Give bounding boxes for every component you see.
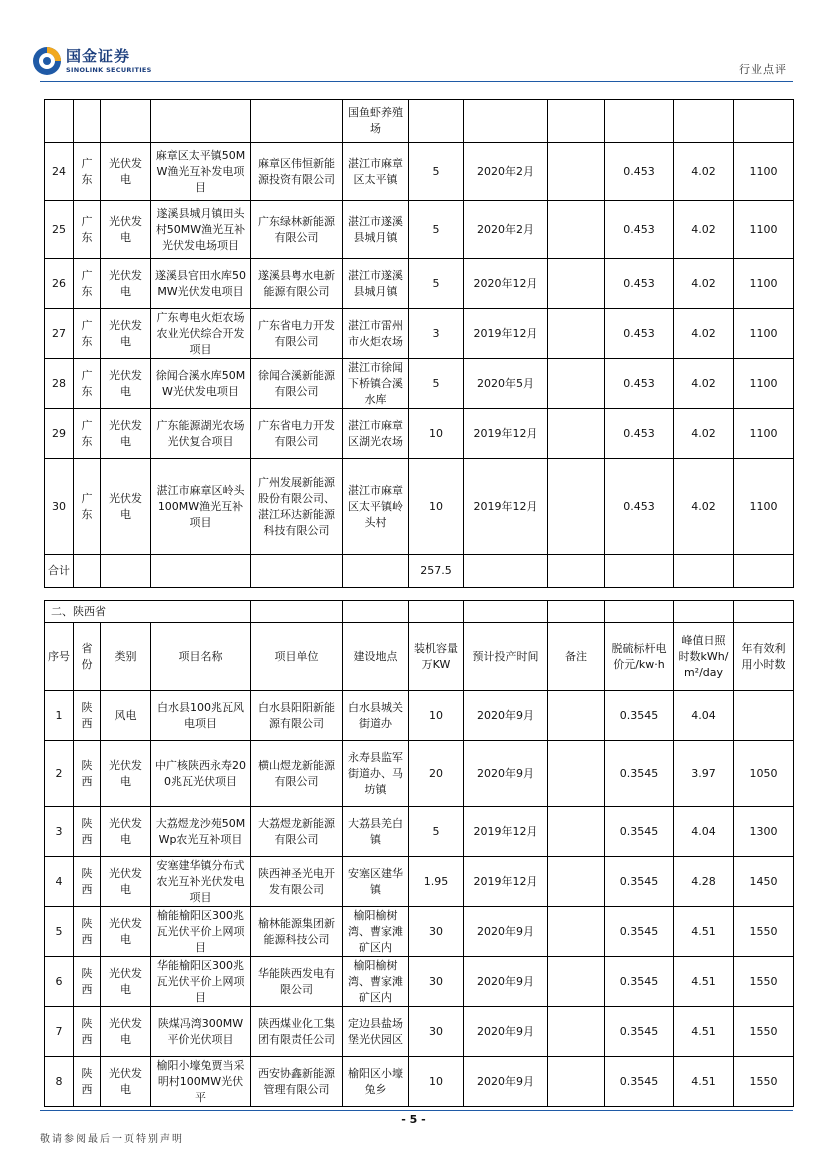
cell-project-name: 广东粤电火炬农场农业光伏综合开发项目 — [151, 309, 251, 359]
table-row — [45, 741, 794, 807]
cell-seq: 27 — [45, 309, 74, 359]
cell-remarks — [548, 309, 605, 359]
cell-project-company: 陕西神圣光电开发有限公司 — [251, 857, 343, 907]
column-header-remarks: 备注 — [548, 623, 605, 691]
guangdong-projects-table — [44, 99, 794, 588]
cell-tariff — [605, 100, 674, 143]
cell-remarks — [548, 143, 605, 201]
cell-project-name: 华能榆阳区300兆瓦光伏平价上网项目 — [151, 957, 251, 1007]
cell-annual-hours: 1100 — [734, 201, 794, 259]
cell-annual-hours: 1450 — [734, 857, 794, 907]
cell-project-company: 麻章区伟恒新能源投资有限公司 — [251, 143, 343, 201]
cell-tariff: 0.453 — [605, 459, 674, 555]
section-title-row — [45, 601, 794, 623]
cell-peak-sun-hours: 4.51 — [674, 907, 734, 957]
cell-location: 定边县盐场堡光伏园区 — [343, 1007, 409, 1057]
cell-remarks — [548, 1007, 605, 1057]
cell-project-company: 横山煜龙新能源有限公司 — [251, 741, 343, 807]
table-cell — [251, 555, 343, 588]
cell-remarks — [548, 100, 605, 143]
shaanxi-projects-table — [44, 600, 794, 1107]
cell-remarks — [548, 359, 605, 409]
cell-capacity: 10 — [409, 691, 464, 741]
cell-seq: 29 — [45, 409, 74, 459]
cell-category: 光伏发电 — [101, 1007, 151, 1057]
cell-project-name: 广东能源湖光农场光伏复合项目 — [151, 409, 251, 459]
cell-annual-hours — [734, 100, 794, 143]
cell-seq: 30 — [45, 459, 74, 555]
cell-category: 光伏发电 — [101, 1057, 151, 1107]
cell-annual-hours: 1100 — [734, 459, 794, 555]
cell-remarks — [548, 807, 605, 857]
cell-project-name: 安塞建华镇分布式农光互补光伏发电项目 — [151, 857, 251, 907]
column-header-project-name: 项目名称 — [151, 623, 251, 691]
cell-capacity: 10 — [409, 459, 464, 555]
cell-commission-date — [464, 100, 548, 143]
cell-tariff: 0.3545 — [605, 807, 674, 857]
cell-commission-date: 2020年2月 — [464, 201, 548, 259]
cell-annual-hours: 1100 — [734, 309, 794, 359]
cell-seq: 26 — [45, 259, 74, 309]
cell-project-company: 广东省电力开发有限公司 — [251, 409, 343, 459]
footer-rule — [40, 1110, 793, 1111]
cell-project-name: 徐闻合溪水库50MW光伏发电项目 — [151, 359, 251, 409]
cell-project-name: 湛江市麻章区岭头100MW渔光互补项目 — [151, 459, 251, 555]
header-rule — [40, 81, 793, 82]
cell-remarks — [548, 409, 605, 459]
section-title: 二、陕西省 — [45, 601, 251, 623]
cell-project-company: 广东绿林新能源有限公司 — [251, 201, 343, 259]
table-cell — [251, 601, 343, 623]
cell-commission-date: 2020年9月 — [464, 957, 548, 1007]
cell-peak-sun-hours: 4.04 — [674, 691, 734, 741]
cell-peak-sun-hours: 4.04 — [674, 807, 734, 857]
cell-province: 广东 — [74, 409, 101, 459]
cell-annual-hours: 1550 — [734, 1057, 794, 1107]
cell-seq — [45, 100, 74, 143]
cell-project-name: 榆阳小壕兔贾当采明村100MW光伏平 — [151, 1057, 251, 1107]
cell-commission-date: 2019年12月 — [464, 409, 548, 459]
column-header-tariff: 脱硫标杆电价元/kw·h — [605, 623, 674, 691]
cell-peak-sun-hours: 3.97 — [674, 741, 734, 807]
column-header-capacity: 装机容量万KW — [409, 623, 464, 691]
cell-province: 广东 — [74, 143, 101, 201]
table-cell — [74, 555, 101, 588]
table-cell — [674, 555, 734, 588]
cell-location: 湛江市徐闻下桥镇合溪水库 — [343, 359, 409, 409]
table-row — [45, 359, 794, 409]
disclaimer-text: 敬请参阅最后一页特别声明 — [40, 1134, 184, 1145]
header-row — [45, 623, 794, 691]
cell-project-name — [151, 100, 251, 143]
cell-annual-hours: 1100 — [734, 359, 794, 409]
cell-category: 光伏发电 — [101, 309, 151, 359]
column-header-commission-date: 预计投产时间 — [464, 623, 548, 691]
table-row — [45, 309, 794, 359]
cell-seq: 4 — [45, 857, 74, 907]
cell-category: 光伏发电 — [101, 201, 151, 259]
cell-peak-sun-hours — [674, 100, 734, 143]
cell-tariff: 0.3545 — [605, 1057, 674, 1107]
cell-province: 陕西 — [74, 907, 101, 957]
document-type: 行业点评 — [739, 63, 787, 76]
cell-project-company — [251, 100, 343, 143]
cell-province: 广东 — [74, 201, 101, 259]
cell-location: 大荔县羌白镇 — [343, 807, 409, 857]
cell-province: 陕西 — [74, 1007, 101, 1057]
table-row — [45, 691, 794, 741]
cell-seq: 7 — [45, 1007, 74, 1057]
cell-category: 光伏发电 — [101, 459, 151, 555]
cell-location: 榆阳榆树湾、曹家滩矿区内 — [343, 907, 409, 957]
cell-capacity: 30 — [409, 907, 464, 957]
cell-tariff: 0.453 — [605, 259, 674, 309]
table-row — [45, 1007, 794, 1057]
cell-seq: 25 — [45, 201, 74, 259]
cell-project-name: 中广核陕西永寿200兆瓦光伏项目 — [151, 741, 251, 807]
cell-project-name: 陕煤冯湾300MW平价光伏项目 — [151, 1007, 251, 1057]
cell-capacity — [409, 100, 464, 143]
cell-location: 湛江市麻章区太平镇岭头村 — [343, 459, 409, 555]
cell-peak-sun-hours: 4.02 — [674, 201, 734, 259]
cell-capacity: 5 — [409, 359, 464, 409]
table-cell — [343, 555, 409, 588]
column-header-province: 省份 — [74, 623, 101, 691]
table-cell — [409, 601, 464, 623]
total-label: 合计 — [45, 555, 74, 588]
cell-commission-date: 2020年9月 — [464, 741, 548, 807]
cell-tariff: 0.453 — [605, 309, 674, 359]
cell-commission-date: 2019年12月 — [464, 459, 548, 555]
cell-commission-date: 2020年9月 — [464, 1057, 548, 1107]
page-number: - 5 - — [401, 1113, 426, 1126]
cell-tariff: 0.3545 — [605, 957, 674, 1007]
company-name-en: SINOLINK SECURITIES — [66, 66, 152, 74]
cell-location: 湛江市遂溪县城月镇 — [343, 259, 409, 309]
cell-peak-sun-hours: 4.02 — [674, 143, 734, 201]
cell-remarks — [548, 857, 605, 907]
table-row — [45, 459, 794, 555]
cell-remarks — [548, 691, 605, 741]
cell-location: 白水县城关街道办 — [343, 691, 409, 741]
column-header-location: 建设地点 — [343, 623, 409, 691]
cell-project-company: 遂溪县粤水电新能源有限公司 — [251, 259, 343, 309]
table-cell — [343, 601, 409, 623]
table-row — [45, 857, 794, 907]
cell-annual-hours: 1550 — [734, 907, 794, 957]
cell-category: 光伏发电 — [101, 907, 151, 957]
continuation-row — [45, 100, 794, 143]
cell-seq: 8 — [45, 1057, 74, 1107]
page-header — [0, 0, 827, 80]
cell-seq: 3 — [45, 807, 74, 857]
table-row — [45, 807, 794, 857]
cell-annual-hours: 1100 — [734, 259, 794, 309]
cell-seq: 2 — [45, 741, 74, 807]
cell-peak-sun-hours: 4.02 — [674, 359, 734, 409]
cell-peak-sun-hours: 4.02 — [674, 309, 734, 359]
column-header-annual-hours: 年有效利用小时数 — [734, 623, 794, 691]
cell-tariff: 0.453 — [605, 201, 674, 259]
cell-tariff: 0.453 — [605, 143, 674, 201]
cell-annual-hours: 1100 — [734, 409, 794, 459]
cell-seq: 6 — [45, 957, 74, 1007]
table-cell — [151, 555, 251, 588]
cell-commission-date: 2019年12月 — [464, 807, 548, 857]
cell-commission-date: 2019年12月 — [464, 309, 548, 359]
cell-tariff: 0.453 — [605, 359, 674, 409]
cell-location: 湛江市遂溪县城月镇 — [343, 201, 409, 259]
cell-project-company: 榆林能源集团新能源科技公司 — [251, 907, 343, 957]
cell-peak-sun-hours: 4.02 — [674, 259, 734, 309]
cell-province: 陕西 — [74, 807, 101, 857]
cell-remarks — [548, 957, 605, 1007]
cell-project-company: 大荔煜龙新能源有限公司 — [251, 807, 343, 857]
cell-remarks — [548, 201, 605, 259]
cell-tariff: 0.453 — [605, 409, 674, 459]
table-cell — [464, 601, 548, 623]
cell-annual-hours: 1550 — [734, 1007, 794, 1057]
cell-seq: 1 — [45, 691, 74, 741]
cell-remarks — [548, 1057, 605, 1107]
cell-capacity: 5 — [409, 259, 464, 309]
cell-remarks — [548, 259, 605, 309]
cell-category: 光伏发电 — [101, 143, 151, 201]
cell-annual-hours: 1100 — [734, 143, 794, 201]
cell-annual-hours — [734, 691, 794, 741]
cell-project-name: 遂溪县城月镇田头村50MW渔光互补光伏发电场项目 — [151, 201, 251, 259]
cell-capacity: 30 — [409, 1007, 464, 1057]
cell-capacity: 20 — [409, 741, 464, 807]
cell-tariff: 0.3545 — [605, 741, 674, 807]
cell-province — [74, 100, 101, 143]
cell-commission-date: 2019年12月 — [464, 857, 548, 907]
cell-location: 榆阳榆树湾、曹家滩矿区内 — [343, 957, 409, 1007]
cell-capacity: 5 — [409, 143, 464, 201]
cell-remarks — [548, 907, 605, 957]
cell-commission-date: 2020年9月 — [464, 691, 548, 741]
cell-province: 陕西 — [74, 741, 101, 807]
table-row — [45, 957, 794, 1007]
cell-annual-hours: 1300 — [734, 807, 794, 857]
company-name-cn: 国金证券 — [66, 47, 131, 65]
cell-commission-date: 2020年2月 — [464, 143, 548, 201]
table-row — [45, 409, 794, 459]
cell-annual-hours: 1550 — [734, 957, 794, 1007]
cell-capacity: 1.95 — [409, 857, 464, 907]
cell-project-name: 大荔煜龙沙苑50MWp农光互补项目 — [151, 807, 251, 857]
cell-commission-date: 2020年5月 — [464, 359, 548, 409]
cell-project-company: 广东省电力开发有限公司 — [251, 309, 343, 359]
cell-seq: 24 — [45, 143, 74, 201]
cell-location: 国鱼虾养殖场 — [343, 100, 409, 143]
cell-category: 光伏发电 — [101, 259, 151, 309]
cell-remarks — [548, 459, 605, 555]
table-cell — [101, 555, 151, 588]
cell-seq: 5 — [45, 907, 74, 957]
total-row — [45, 555, 794, 588]
cell-peak-sun-hours: 4.28 — [674, 857, 734, 907]
cell-category: 光伏发电 — [101, 359, 151, 409]
table-cell — [674, 601, 734, 623]
cell-tariff: 0.3545 — [605, 1007, 674, 1057]
cell-project-company: 陕西煤业化工集团有限责任公司 — [251, 1007, 343, 1057]
table-cell — [605, 555, 674, 588]
cell-project-company: 西安协鑫新能源管理有限公司 — [251, 1057, 343, 1107]
cell-category: 光伏发电 — [101, 409, 151, 459]
cell-project-company: 徐闻合溪新能源有限公司 — [251, 359, 343, 409]
cell-project-company: 广州发展新能源股份有限公司、湛江环达新能源科技有限公司 — [251, 459, 343, 555]
table-row — [45, 143, 794, 201]
cell-category: 风电 — [101, 691, 151, 741]
table-row — [45, 907, 794, 957]
table-cell — [548, 555, 605, 588]
cell-capacity: 5 — [409, 807, 464, 857]
cell-capacity: 10 — [409, 1057, 464, 1107]
cell-location: 湛江市麻章区湖光农场 — [343, 409, 409, 459]
cell-category — [101, 100, 151, 143]
cell-seq: 28 — [45, 359, 74, 409]
cell-location: 湛江市麻章区太平镇 — [343, 143, 409, 201]
cell-category: 光伏发电 — [101, 741, 151, 807]
table-cell — [734, 601, 794, 623]
cell-province: 陕西 — [74, 1057, 101, 1107]
cell-province: 广东 — [74, 309, 101, 359]
cell-category: 光伏发电 — [101, 957, 151, 1007]
cell-province: 陕西 — [74, 957, 101, 1007]
cell-project-name: 白水县100兆瓦风电项目 — [151, 691, 251, 741]
cell-tariff: 0.3545 — [605, 857, 674, 907]
cell-peak-sun-hours: 4.51 — [674, 957, 734, 1007]
cell-capacity: 30 — [409, 957, 464, 1007]
cell-project-company: 白水县阳阳新能源有限公司 — [251, 691, 343, 741]
cell-location: 榆阳区小壕兔乡 — [343, 1057, 409, 1107]
cell-peak-sun-hours: 4.51 — [674, 1057, 734, 1107]
cell-capacity: 5 — [409, 201, 464, 259]
cell-location: 湛江市雷州市火炬农场 — [343, 309, 409, 359]
cell-capacity: 10 — [409, 409, 464, 459]
cell-project-name: 遂溪县官田水库50MW光伏发电项目 — [151, 259, 251, 309]
cell-project-name: 榆能榆阳区300兆瓦光伏平价上网项目 — [151, 907, 251, 957]
cell-commission-date: 2020年9月 — [464, 907, 548, 957]
cell-capacity: 3 — [409, 309, 464, 359]
column-header-category: 类别 — [101, 623, 151, 691]
table-cell — [548, 601, 605, 623]
cell-province: 陕西 — [74, 857, 101, 907]
cell-tariff: 0.3545 — [605, 907, 674, 957]
cell-category: 光伏发电 — [101, 857, 151, 907]
column-header-peak-sun-hours: 峰值日照时数kWh/m²/day — [674, 623, 734, 691]
cell-province: 广东 — [74, 259, 101, 309]
table-row — [45, 1057, 794, 1107]
cell-tariff: 0.3545 — [605, 691, 674, 741]
table-cell — [734, 555, 794, 588]
table-cell — [605, 601, 674, 623]
cell-location: 安塞区建华镇 — [343, 857, 409, 907]
cell-annual-hours: 1050 — [734, 741, 794, 807]
column-header-project-company: 项目单位 — [251, 623, 343, 691]
cell-project-company: 华能陕西发电有限公司 — [251, 957, 343, 1007]
cell-remarks — [548, 741, 605, 807]
table-row — [45, 259, 794, 309]
table-row — [45, 201, 794, 259]
total-capacity: 257.5 — [409, 555, 464, 588]
cell-location: 永寿县监军街道办、马坊镇 — [343, 741, 409, 807]
cell-province: 广东 — [74, 359, 101, 409]
column-header-seq: 序号 — [45, 623, 74, 691]
cell-province: 广东 — [74, 459, 101, 555]
cell-category: 光伏发电 — [101, 807, 151, 857]
cell-commission-date: 2020年9月 — [464, 1007, 548, 1057]
cell-peak-sun-hours: 4.51 — [674, 1007, 734, 1057]
cell-province: 陕西 — [74, 691, 101, 741]
cell-peak-sun-hours: 4.02 — [674, 459, 734, 555]
cell-commission-date: 2020年12月 — [464, 259, 548, 309]
sinolink-logo-icon — [32, 46, 62, 76]
cell-peak-sun-hours: 4.02 — [674, 409, 734, 459]
table-cell — [464, 555, 548, 588]
cell-project-name: 麻章区太平镇50MW渔光互补发电项目 — [151, 143, 251, 201]
